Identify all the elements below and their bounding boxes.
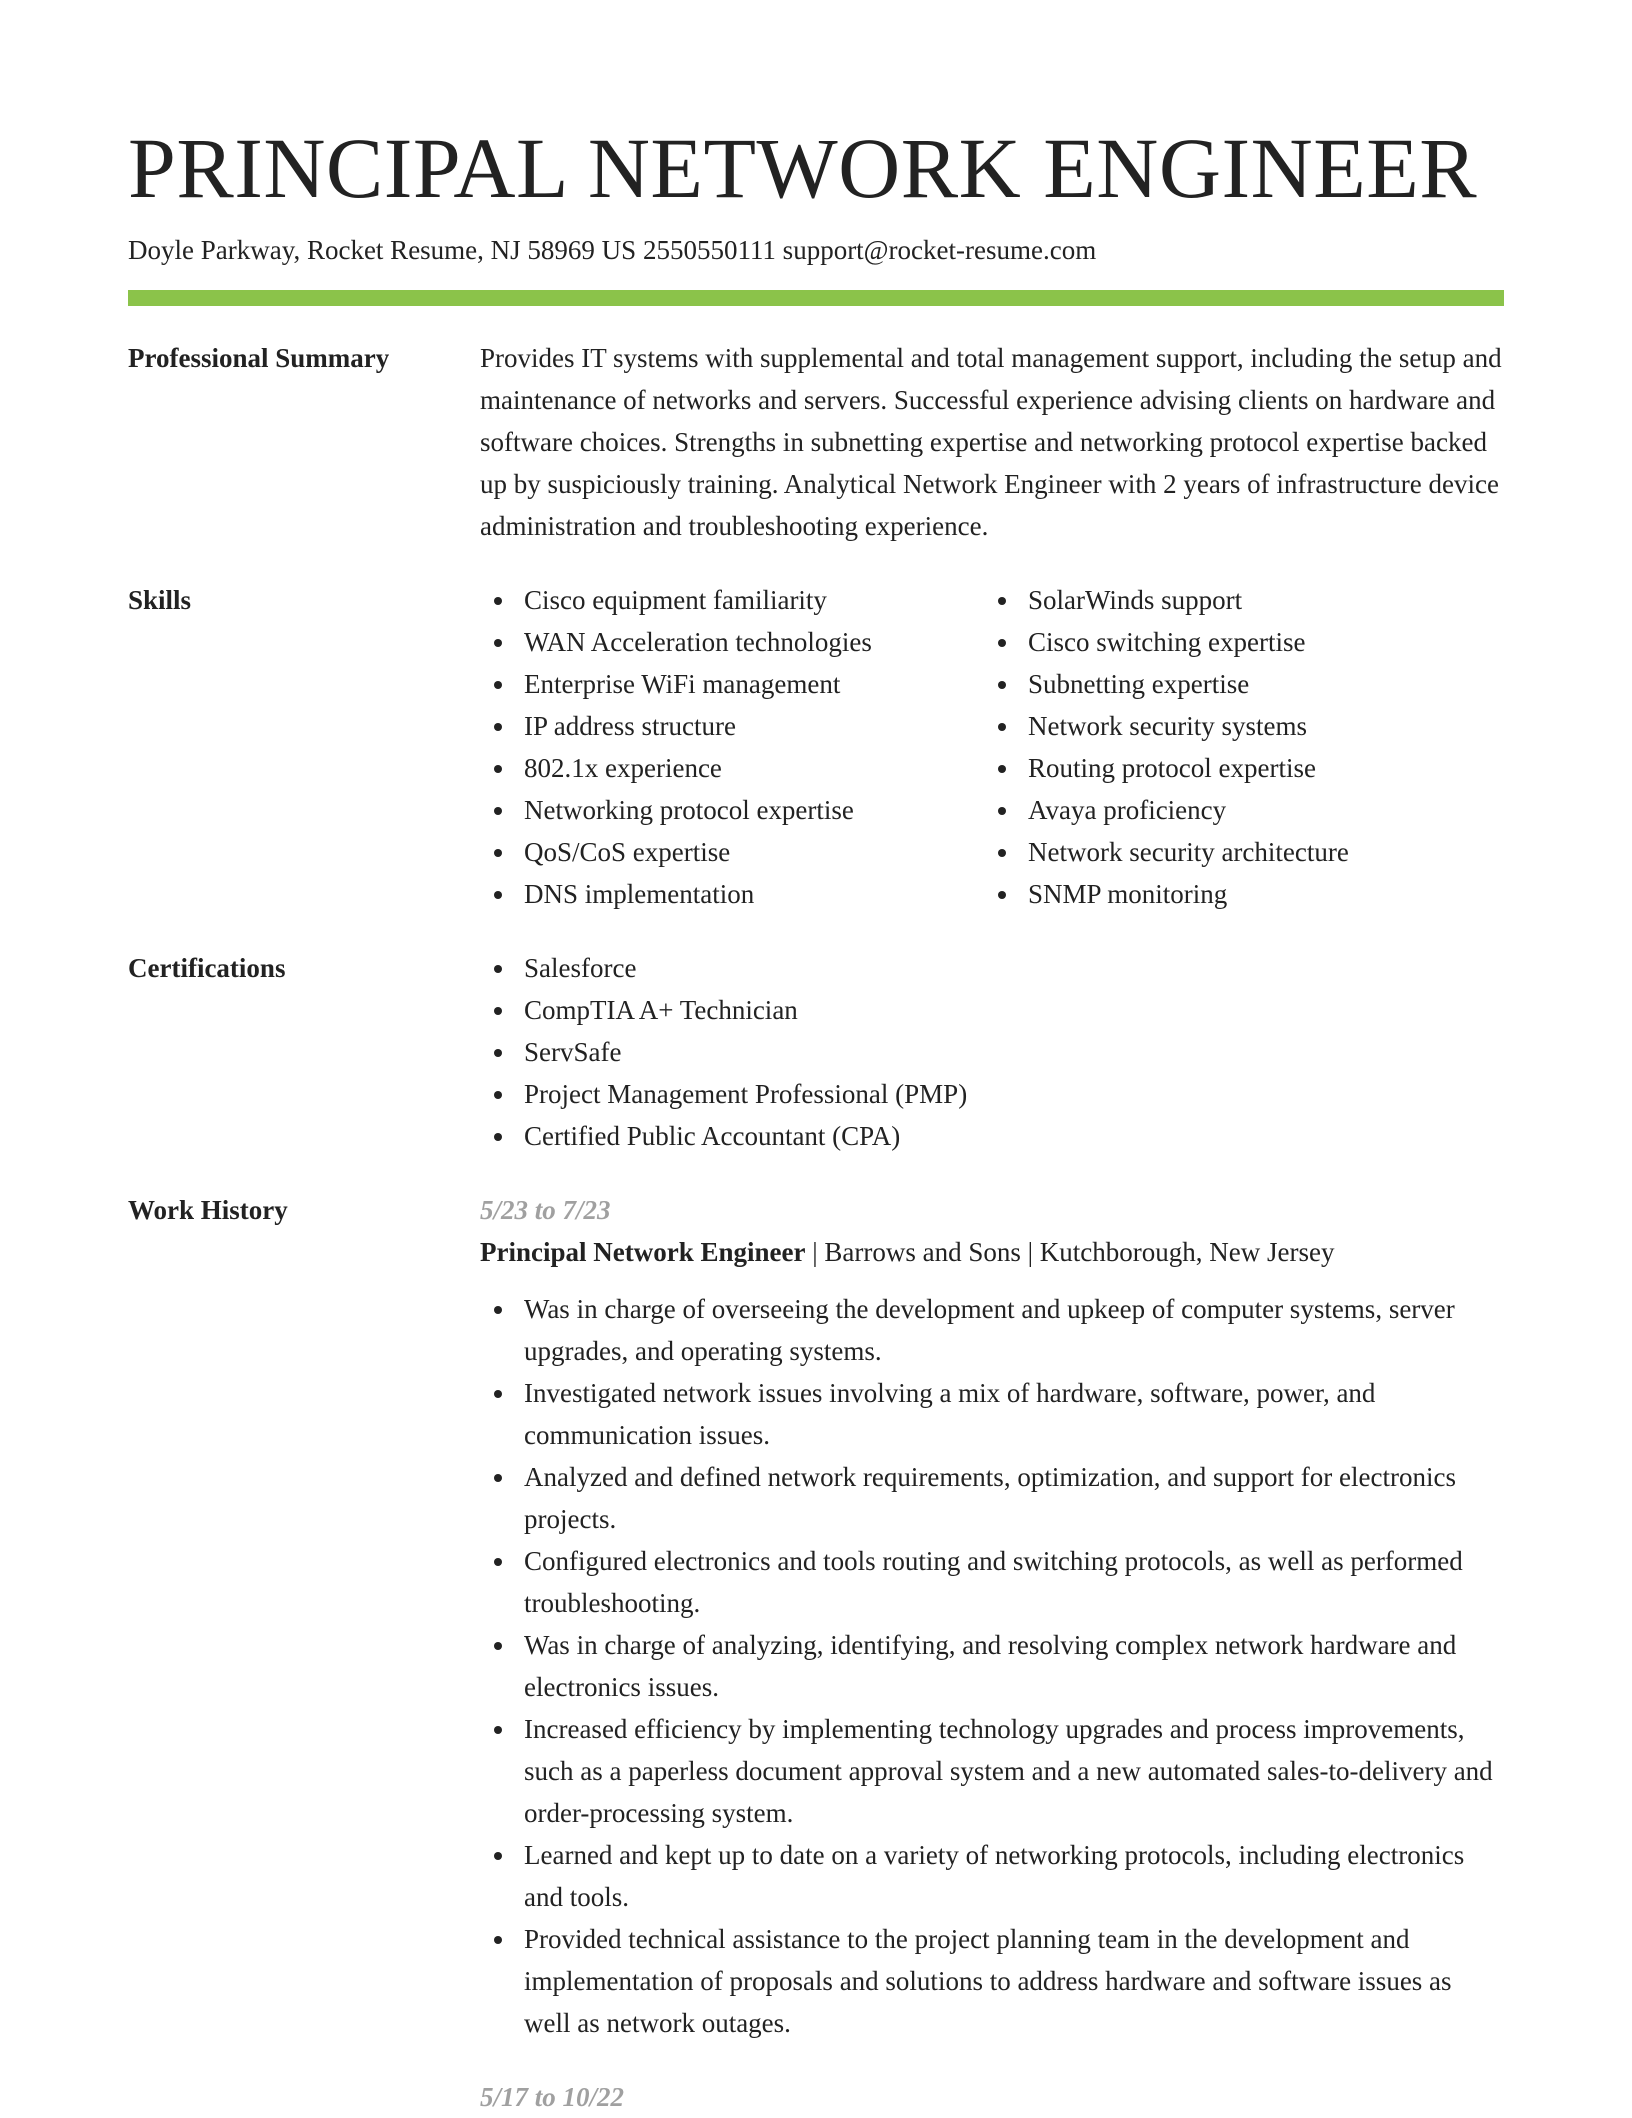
professional-summary-section <box>128 337 1504 547</box>
job-bullet: Increased efficiency by implementing technology upgrades and process improvements, such as a paperless document approval system and a new automated sales-to-delivery and order-processing system. <box>480 1708 1504 1834</box>
certification-item: Project Management Professional (PMP) <box>480 1073 1504 1115</box>
skill-item: Enterprise WiFi management <box>480 663 984 705</box>
accent-divider <box>128 290 1504 306</box>
skill-item: 802.1x experience <box>480 747 984 789</box>
skills-list-right <box>984 579 1488 915</box>
work-history-section <box>128 1189 1504 2118</box>
skill-item: Avaya proficiency <box>984 789 1488 831</box>
job-bullet: Learned and kept up to date on a variety of networking protocols, including electronics and tools. <box>480 1834 1504 1918</box>
skill-item: Cisco switching expertise <box>984 621 1488 663</box>
job-responsibilities-list <box>480 1288 1504 2044</box>
job-bullet: Was in charge of analyzing, identifying, and resolving complex network hardware and electronics issues. <box>480 1624 1504 1708</box>
job-bullet: Analyzed and defined network requirements, optimization, and support for electronics projects. <box>480 1456 1504 1540</box>
summary-text: Provides IT systems with supplemental and total management support, including the setup and maintenance of networks and servers. Successful experience advising clients on hardware and software choices. Strengths in subnetting expertise and networking protocol expertise backed up by suspiciously training. Analytical Network Engineer with 2 years of infrastructure device administration and troubleshooting experience. <box>480 343 1502 541</box>
section-label-skills: Skills <box>128 585 192 615</box>
job-bullet: Investigated network issues involving a mix of hardware, software, power, and communication issues. <box>480 1372 1504 1456</box>
skill-item: Subnetting expertise <box>984 663 1488 705</box>
job-title: Principal Network Engineer <box>480 1237 806 1267</box>
section-label-summary: Professional Summary <box>128 343 390 373</box>
resume-title: PRINCIPAL NETWORK ENGINEER <box>128 120 1478 216</box>
skill-item: IP address structure <box>480 705 984 747</box>
job-dates: 5/17 to 10/22 <box>480 2082 625 2112</box>
skill-item: QoS/CoS expertise <box>480 831 984 873</box>
job-bullet: Provided technical assistance to the project planning team in the development and implementation of proposals and solutions to address hardware and software issues as well as network outages. <box>480 1918 1504 2044</box>
certification-item: Salesforce <box>480 947 1504 989</box>
skill-item: Networking protocol expertise <box>480 789 984 831</box>
skills-list-left <box>480 579 984 915</box>
skill-item: Cisco equipment familiarity <box>480 579 984 621</box>
job-bullet: Was in charge of overseeing the development and upkeep of computer systems, server upgrades, and operating systems. <box>480 1288 1504 1372</box>
skill-item: SolarWinds support <box>984 579 1488 621</box>
resume-page <box>128 0 1504 2118</box>
certifications-list <box>480 947 1504 1157</box>
section-label-certifications: Certifications <box>128 953 286 983</box>
work-history-body <box>480 1189 1504 2118</box>
job-bullet: Configured electronics and tools routing and switching protocols, as well as performed troubleshooting. <box>480 1540 1504 1624</box>
job-dates: 5/23 to 7/23 <box>480 1195 611 1225</box>
certification-item: Certified Public Accountant (CPA) <box>480 1115 1504 1157</box>
skill-item: Network security architecture <box>984 831 1488 873</box>
certification-item: CompTIA A+ Technician <box>480 989 1504 1031</box>
certifications-section <box>128 947 1504 1157</box>
skill-item: WAN Acceleration technologies <box>480 621 984 663</box>
skills-section <box>128 579 1504 915</box>
section-label-work-history: Work History <box>128 1195 288 1225</box>
job-company-location: | Barrows and Sons | Kutchborough, New Jersey <box>805 1237 1335 1267</box>
skill-item: Routing protocol expertise <box>984 747 1488 789</box>
certification-item: ServSafe <box>480 1031 1504 1073</box>
certifications-body <box>480 947 1504 1157</box>
contact-line: Doyle Parkway, Rocket Resume, NJ 58969 US 2550550111 support@rocket-resume.com <box>128 235 1097 265</box>
skills-columns <box>480 579 1504 915</box>
skill-item: SNMP monitoring <box>984 873 1488 915</box>
skill-item: DNS implementation <box>480 873 984 915</box>
job-heading <box>480 1231 1504 1273</box>
skill-item: Network security systems <box>984 705 1488 747</box>
